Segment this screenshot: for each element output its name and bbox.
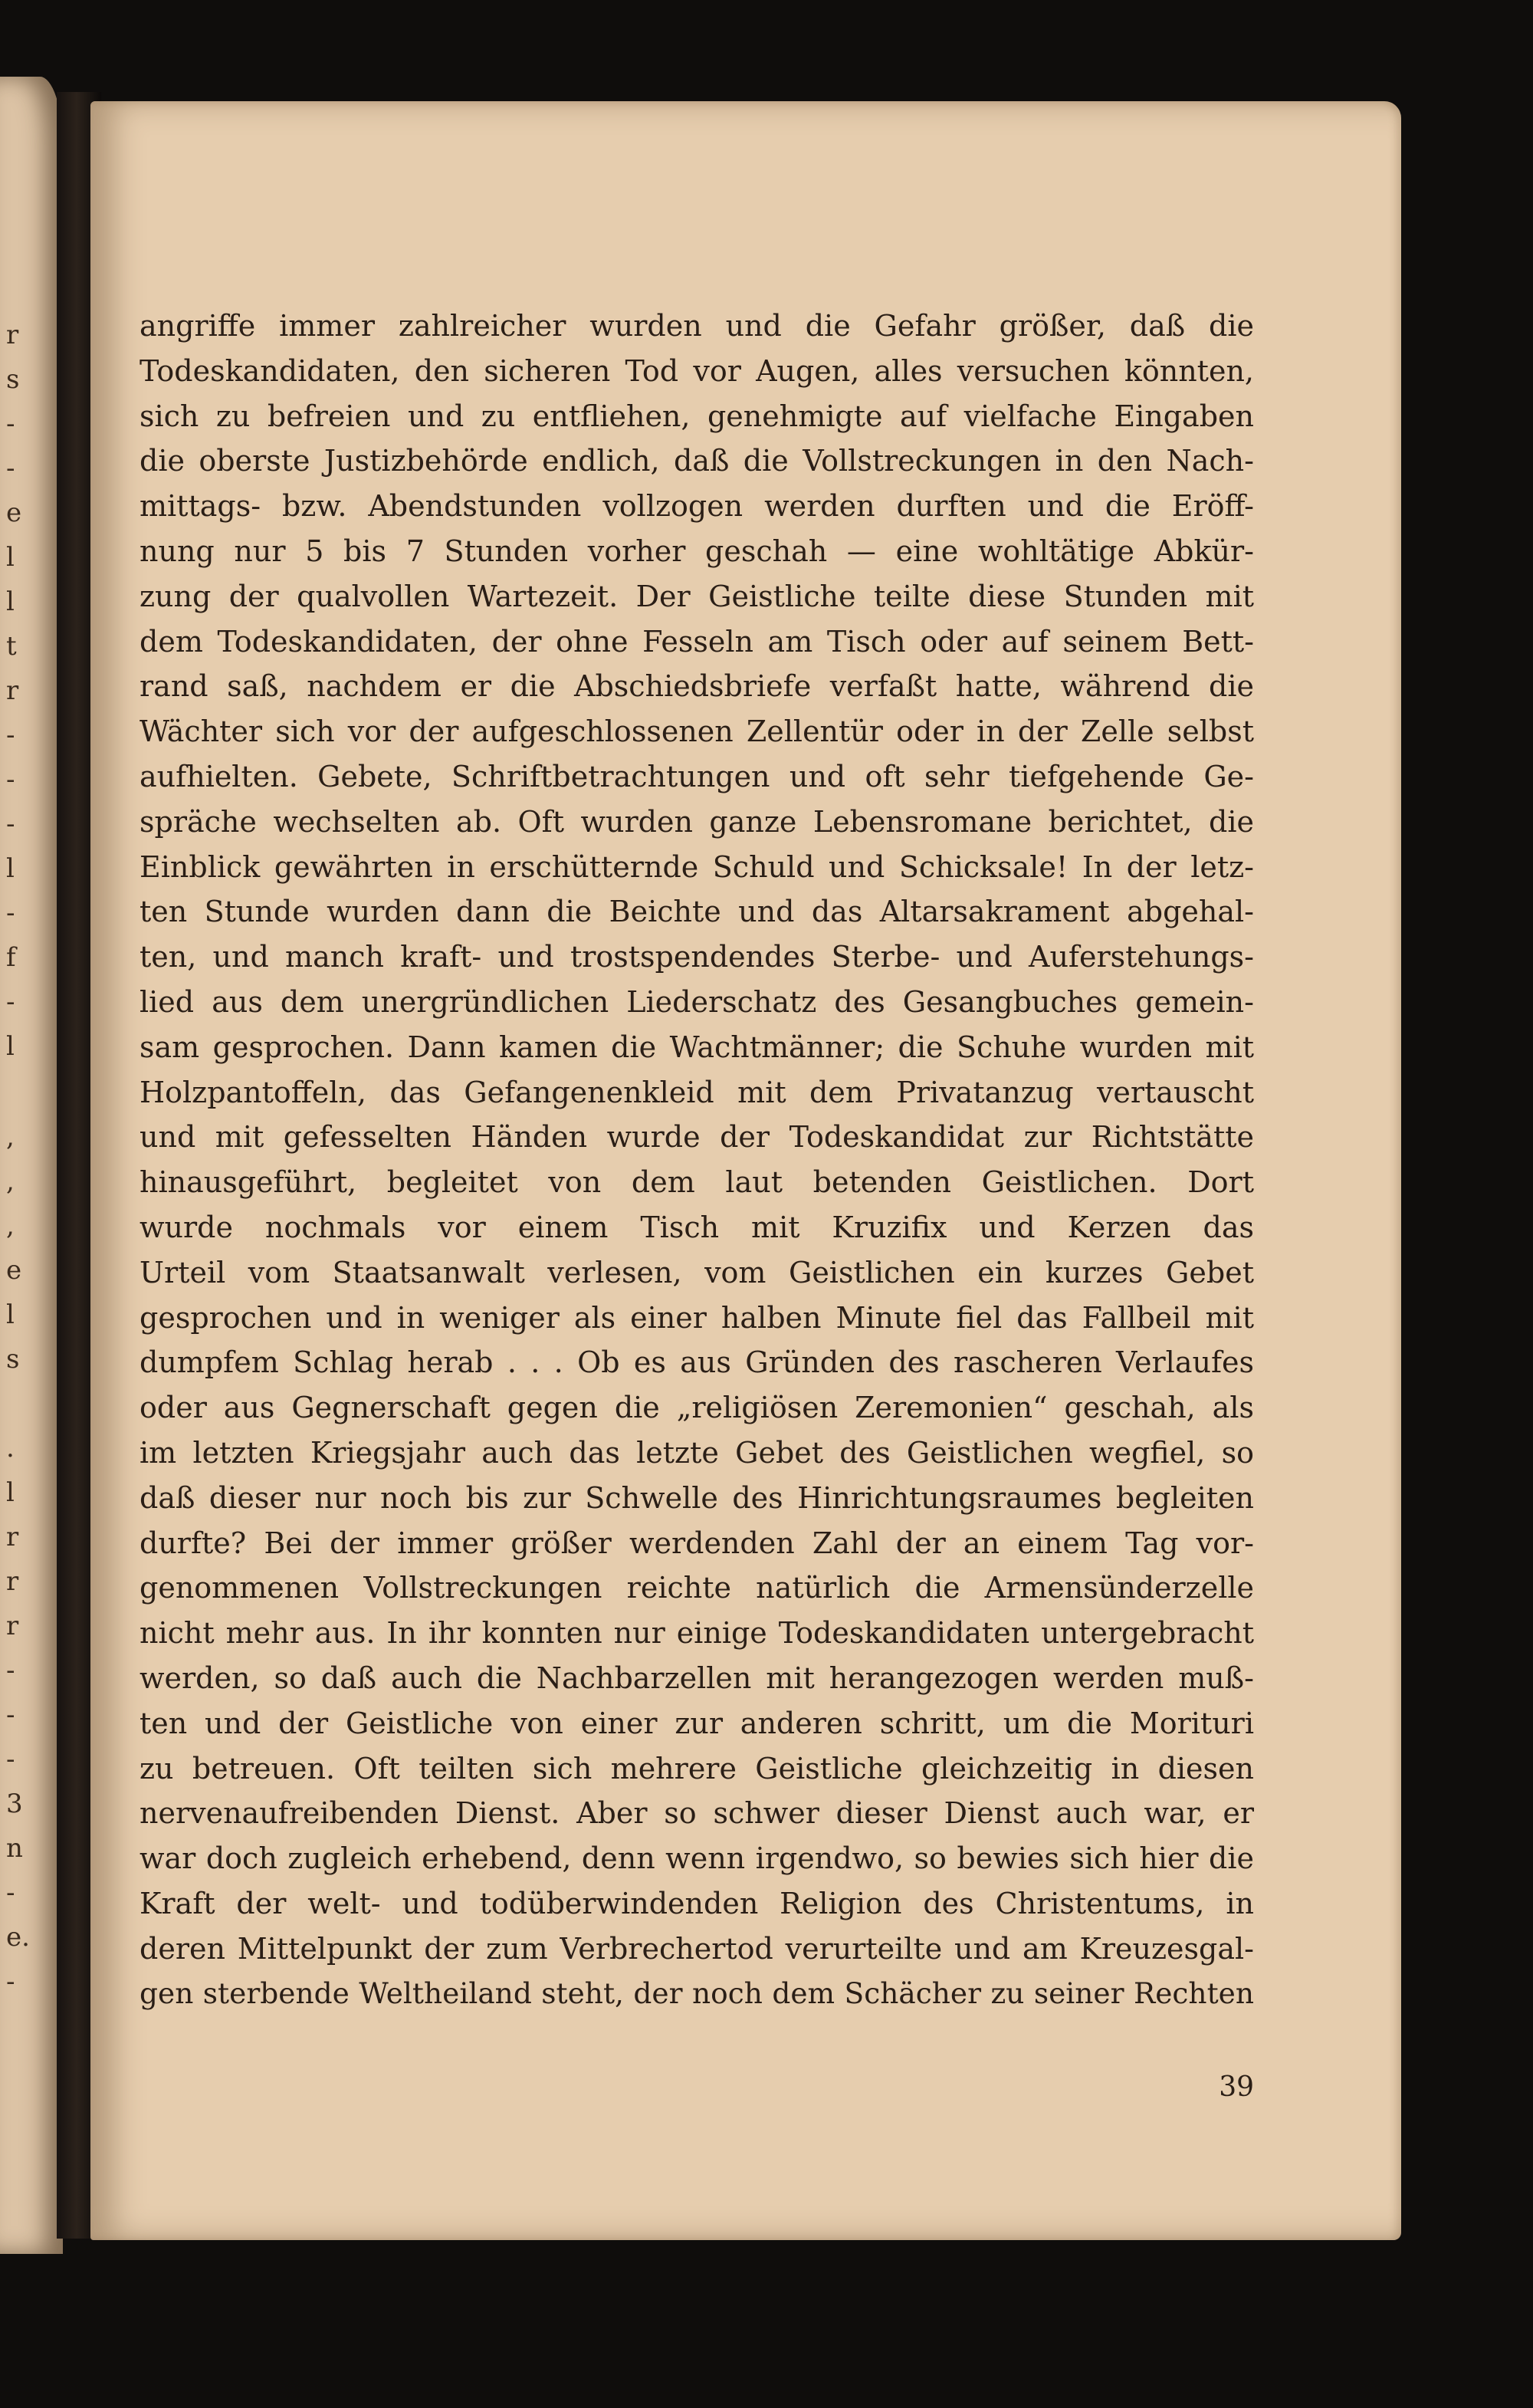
text-line: nung nur 5 bis 7 Stunden vorher geschah — eine wohltätige Abkür-: [140, 534, 1254, 568]
edge-mark: ,: [6, 1166, 15, 1197]
text-line: dem Todeskandidaten, der ohne Fesseln am Tisch oder auf seinem Bett-: [140, 624, 1254, 659]
edge-mark: r: [6, 1566, 19, 1597]
text-line: daß dieser nur noch bis zur Schwelle des Hinrichtungsraumes begleiten: [140, 1480, 1254, 1515]
edge-mark: n: [6, 1833, 23, 1864]
body-text: [140, 304, 1254, 2016]
text-line: gen sterbende Weltheiland steht, der noch dem Schächer zu seiner Rechten: [140, 1976, 1254, 2011]
edge-mark: ,: [6, 1122, 15, 1152]
edge-mark: s: [6, 1344, 20, 1375]
edge-mark: e.: [6, 1922, 30, 1953]
text-line: nervenaufreibenden Dienst. Aber so schwer dieser Dienst auch war, er: [140, 1796, 1254, 1831]
text-line: mittags- bzw. Abendstunden vollzogen werden durften und die Eröff-: [140, 489, 1254, 524]
text-line: Todeskandidaten, den sicheren Tod vor Augen, alles versuchen könnten,: [140, 353, 1254, 388]
edge-mark: s: [6, 364, 20, 395]
edge-mark: l: [6, 1031, 15, 1062]
text-line: gesprochen und in weniger als einer halben Minute fiel das Fallbeil mit: [140, 1300, 1254, 1335]
text-line: lied aus dem unergründlichen Liederschatz des Gesangbuches gemein-: [140, 984, 1254, 1019]
text-line: sam gesprochen. Dann kamen die Wachtmänner; die Schuhe wurden mit: [140, 1030, 1254, 1064]
edge-mark: t: [6, 631, 17, 662]
text-line: durfte? Bei der immer größer werdenden Zahl der an einem Tag vor-: [140, 1526, 1254, 1560]
edge-mark: l: [6, 853, 15, 884]
text-line: ten, und manch kraft- und trostspendendes Sterbe- und Auferstehungs-: [140, 940, 1254, 974]
text-line: sich zu befreien und zu entfliehen, genehmigte auf vielfache Eingaben: [140, 399, 1254, 433]
text-line: und mit gefesselten Händen wurde der Todeskandidat zur Richtstätte: [140, 1120, 1254, 1155]
edge-mark: -: [6, 764, 15, 795]
text-line: angriffe immer zahlreicher wurden und die Gefahr größer, daß die: [140, 309, 1254, 343]
edge-mark: l: [6, 1299, 15, 1330]
text-line: deren Mittelpunkt der zum Verbrechertod verurteilte und am Kreuzesgal-: [140, 1931, 1254, 1966]
text-line: die oberste Justizbehörde endlich, daß die Vollstreckungen in den Nach-: [140, 444, 1254, 478]
page-number: 39: [1219, 2071, 1254, 2103]
text-line: ten Stunde wurden dann die Beichte und das Altarsakrament abgehal-: [140, 895, 1254, 929]
text-line: spräche wechselten ab. Oft wurden ganze Lebensromane berichtet, die: [140, 804, 1254, 839]
edge-mark: -: [6, 453, 15, 484]
text-line: Kraft der welt- und todüberwindenden Religion des Christentums, in: [140, 1886, 1254, 1920]
edge-mark: -: [6, 898, 15, 928]
edge-mark: l: [6, 1477, 15, 1508]
edge-mark: -: [6, 1877, 15, 1908]
edge-mark: -: [6, 1966, 15, 1997]
text-line: dumpfem Schlag herab . . . Ob es aus Gründen des rascheren Verlaufes: [140, 1345, 1254, 1380]
text-line: Urteil vom Staatsanwalt verlesen, vom Geistlichen ein kurzes Gebet: [140, 1255, 1254, 1289]
text-line: zu betreuen. Oft teilten sich mehrere Geistliche gleichzeitig in diesen: [140, 1751, 1254, 1785]
edge-mark: -: [6, 1700, 15, 1730]
text-line: nicht mehr aus. In ihr konnten nur einige Todeskandidaten untergebracht: [140, 1616, 1254, 1651]
edge-mark: .: [6, 1433, 15, 1464]
edge-mark: l: [6, 542, 15, 573]
text-line: ten und der Geistliche von einer zur anderen schritt, um die Morituri: [140, 1706, 1254, 1740]
edge-mark: e: [6, 498, 22, 528]
edge-mark: -: [6, 809, 15, 839]
text-line: rand saß, nachdem er die Abschiedsbriefe verfaßt hatte, während die: [140, 669, 1254, 704]
text-line: zung der qualvollen Wartezeit. Der Geistliche teilte diese Stunden mit: [140, 579, 1254, 613]
text-line: aufhielten. Gebete, Schriftbetrachtungen und oft sehr tiefgehende Ge-: [140, 759, 1254, 793]
text-line: Holzpantoffeln, das Gefangenenkleid mit dem Privatanzug vertauscht: [140, 1075, 1254, 1109]
edge-mark: -: [6, 987, 15, 1017]
text-line: wurde nochmals vor einem Tisch mit Kruzifix und Kerzen das: [140, 1210, 1254, 1244]
edge-mark: -: [6, 720, 15, 751]
edge-mark: l: [6, 586, 15, 617]
edge-mark: ,: [6, 1211, 15, 1241]
edge-mark: e: [6, 1255, 22, 1286]
text-line: genommenen Vollstreckungen reichte natürlich die Armensünderzelle: [140, 1571, 1254, 1605]
edge-mark: -: [6, 1655, 15, 1686]
edge-mark: r: [6, 1522, 19, 1552]
edge-mark: 3: [6, 1789, 23, 1819]
text-line: oder aus Gegnerschaft gegen die „religiösen Zeremonien“ geschah, als: [140, 1391, 1254, 1425]
book-page: [90, 101, 1401, 2240]
text-line: war doch zugleich erhebend, denn wenn irgendwo, so bewies sich hier die: [140, 1841, 1254, 1876]
left-page-edge-marks: [0, 0, 46, 2408]
text-line: werden, so daß auch die Nachbarzellen mit herangezogen werden muß-: [140, 1661, 1254, 1695]
text-line: hinausgeführt, begleitet von dem laut betenden Geistlichen. Dort: [140, 1165, 1254, 1200]
edge-mark: -: [6, 409, 15, 439]
text-line: im letzten Kriegsjahr auch das letzte Gebet des Geistlichen wegfiel, so: [140, 1435, 1254, 1470]
edge-mark: r: [6, 675, 19, 706]
edge-mark: -: [6, 1744, 15, 1775]
text-line: Einblick gewährten in erschütternde Schuld und Schicksale! In der letz-: [140, 849, 1254, 884]
edge-mark: r: [6, 320, 19, 350]
text-line: Wächter sich vor der aufgeschlossenen Zellentür oder in der Zelle selbst: [140, 715, 1254, 749]
edge-mark: f: [6, 942, 16, 973]
edge-mark: r: [6, 1611, 19, 1641]
